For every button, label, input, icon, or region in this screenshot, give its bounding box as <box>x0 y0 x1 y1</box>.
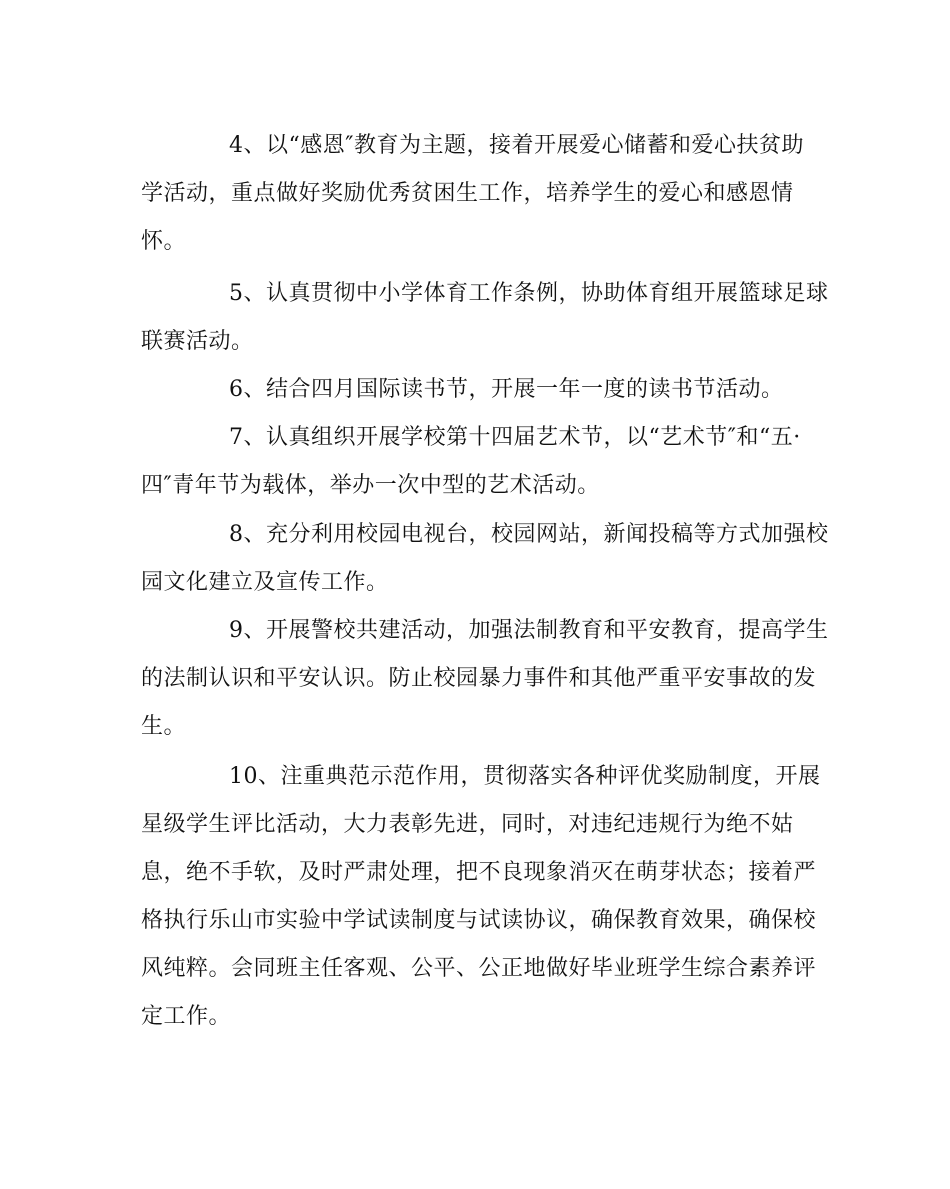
item-8-line-1: 8、充分利用校园电视台，校园网站，新闻投稿等方式加强校 <box>229 522 829 547</box>
item-10-line-2: 星级学生评比活动，大力表彰先进，同时，对违纪违规行为绝不姑 <box>141 812 794 837</box>
item-7-line-1: 7、认真组织开展学校第十四届艺术节，以“艺术节″和“五· <box>229 425 801 450</box>
item-10-line-3: 息，绝不手软，及时严肃处理，把不良现象消灭在萌芽状态；接着严 <box>141 860 817 885</box>
item-4-line-2: 学活动，重点做好奖励优秀贫困生工作，培养学生的爱心和感恩情 <box>141 181 794 206</box>
item-5-line-1: 5、认真贯彻中小学体育工作条例，协助体育组开展篮球足球 <box>229 281 829 306</box>
item-4-line-3: 怀。 <box>141 229 187 254</box>
item-10-line-5: 风纯粹。会同班主任客观、公平、公正地做好毕业班学生综合素养评 <box>141 956 817 981</box>
item-9-line-2: 的法制认识和平安认识。防止校园暴力事件和其他严重平安事故的发 <box>141 666 817 691</box>
item-7-line-2: 四″青年节为载体，举办一次中型的艺术活动。 <box>141 473 600 498</box>
item-6-line-1: 6、结合四月国际读书节，开展一年一度的读书节活动。 <box>229 377 784 402</box>
item-5-line-2: 联赛活动。 <box>141 329 254 354</box>
item-4-line-1: 4、以“感恩″教育为主题，接着开展爱心储蓄和爱心扶贫助 <box>229 133 804 158</box>
item-8-line-2: 园文化建立及宣传工作。 <box>141 570 389 595</box>
item-9-line-3: 生。 <box>141 714 187 739</box>
item-10-line-4: 格执行乐山市实验中学试读制度与试读协议，确保教育效果，确保校 <box>141 908 817 933</box>
item-9-line-1: 9、开展警校共建活动，加强法制教育和平安教育，提高学生 <box>229 618 829 643</box>
item-10-line-1: 10、注重典范示范作用，贯彻落实各种评优奖励制度，开展 <box>229 764 821 789</box>
item-10-line-6: 定工作。 <box>141 1004 232 1029</box>
